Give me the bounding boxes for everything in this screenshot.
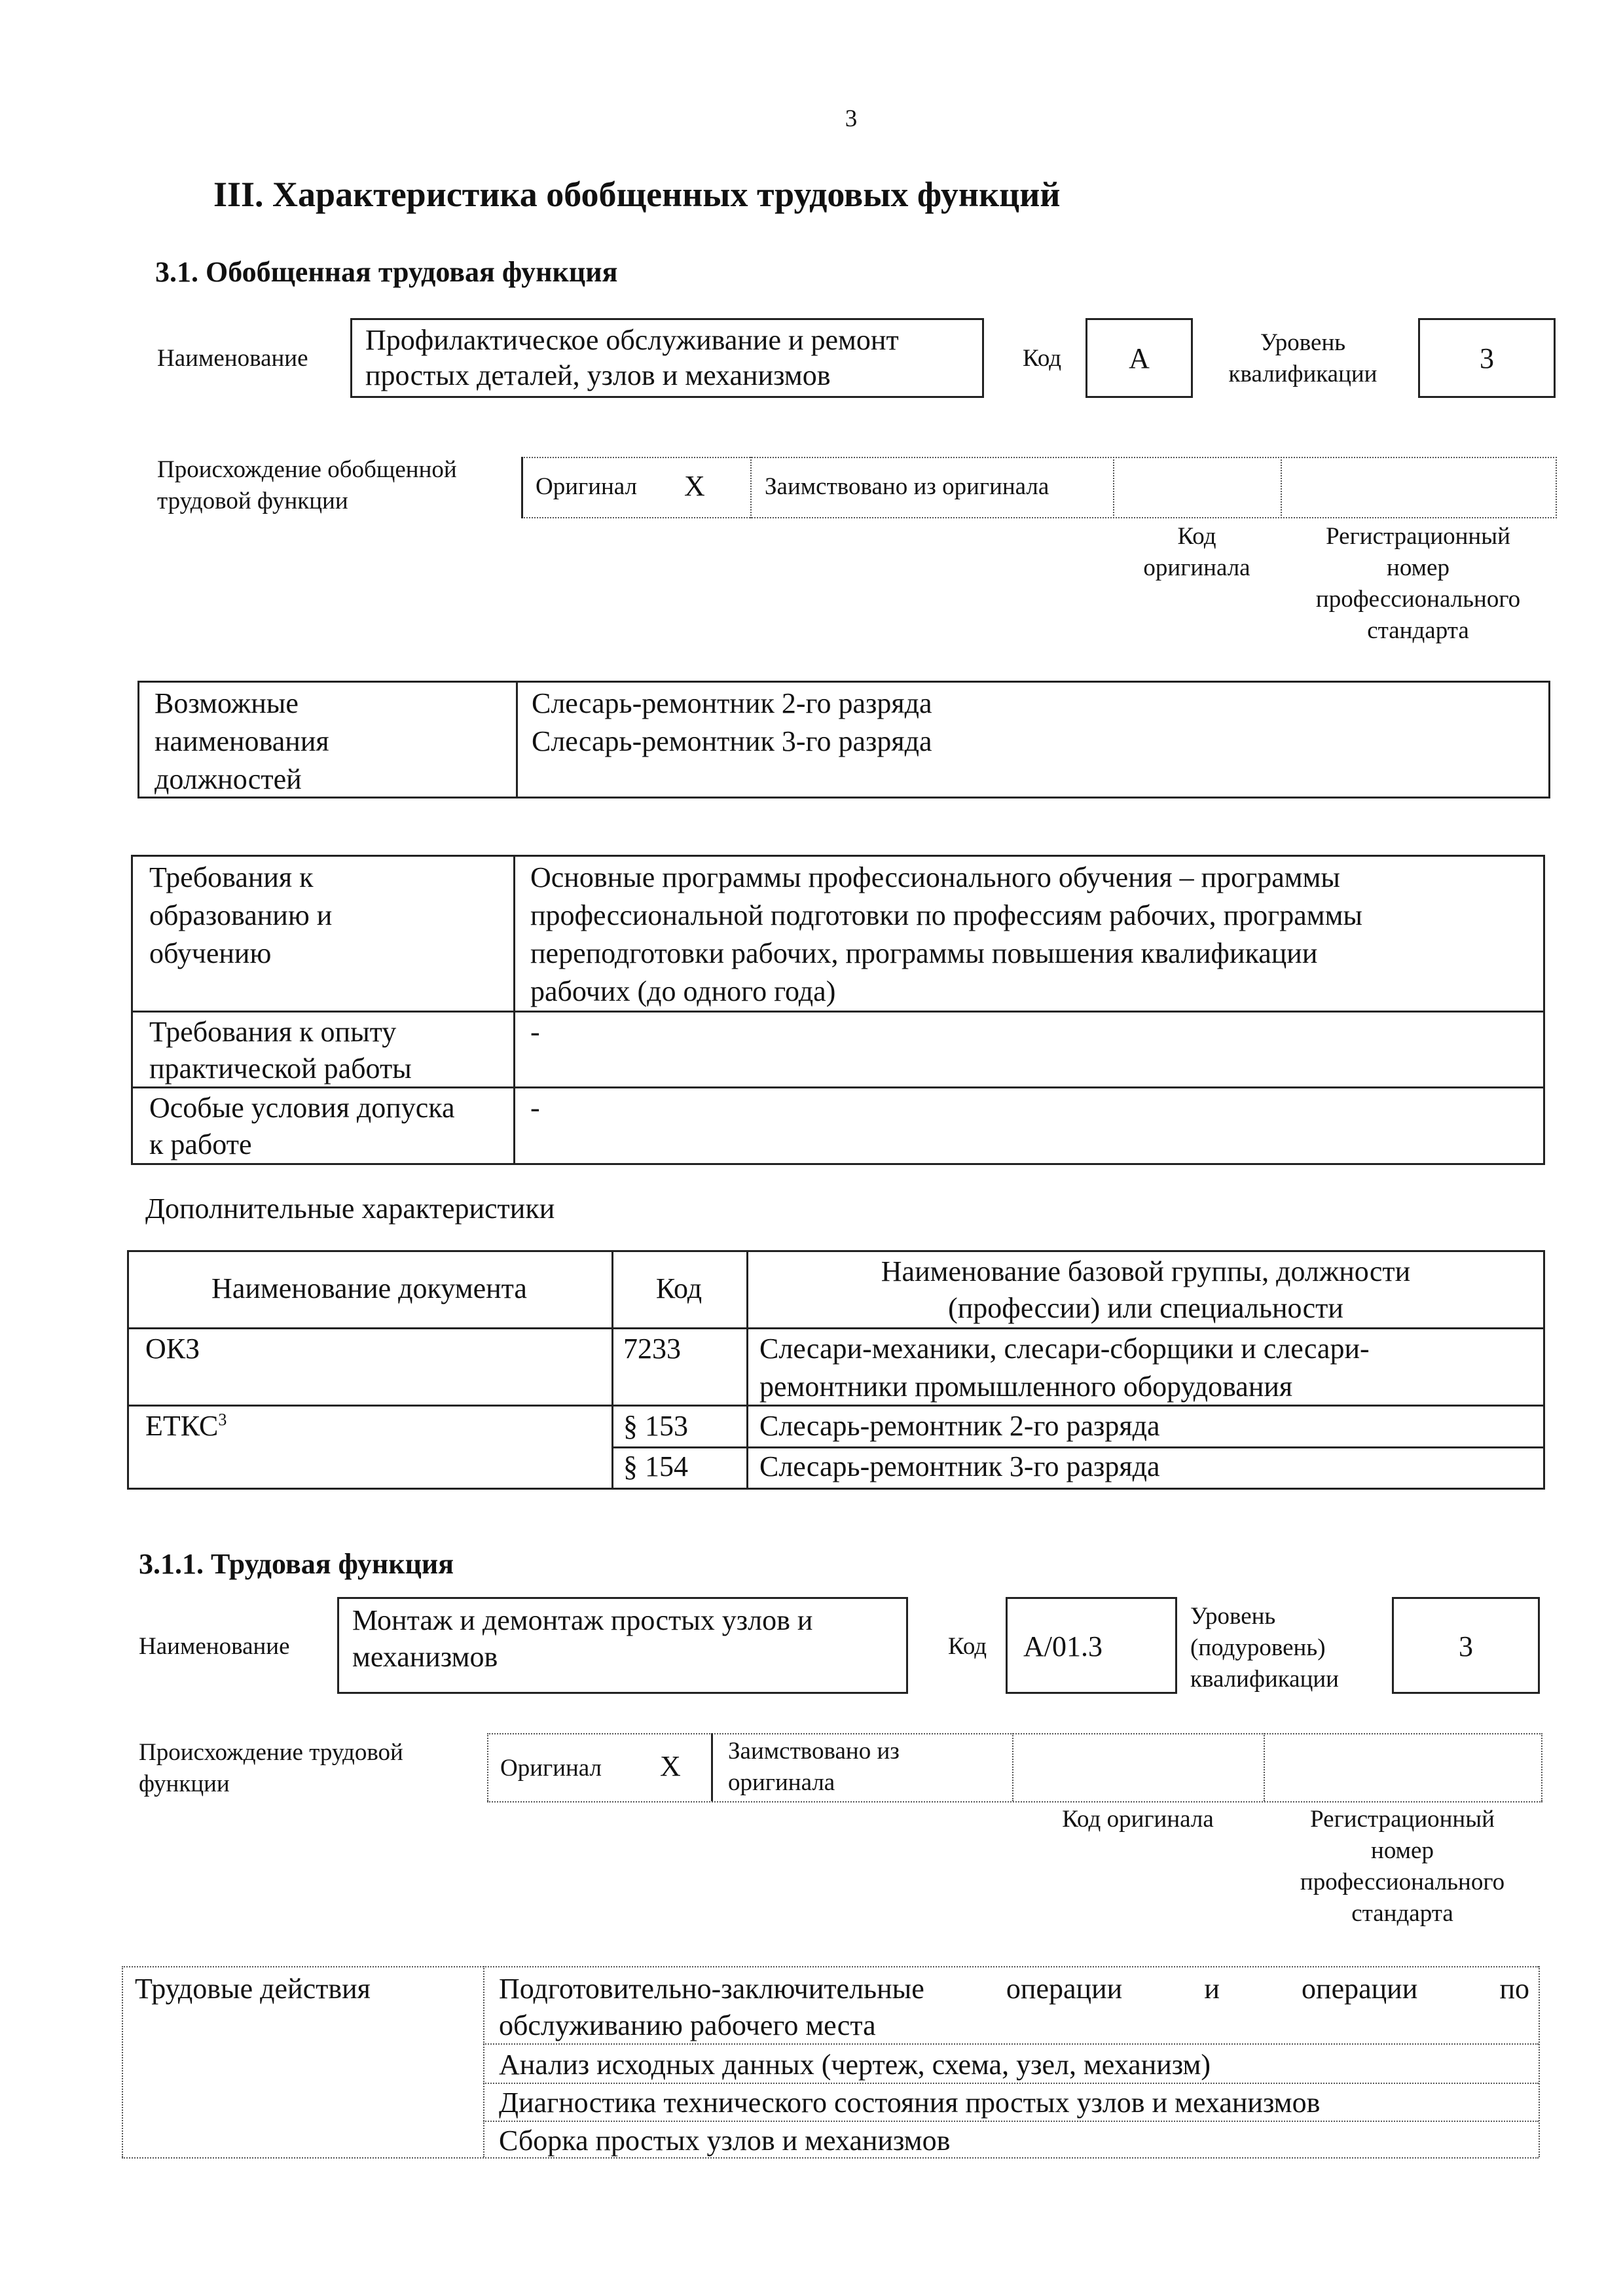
page-number: 3 — [845, 105, 858, 132]
gf-code-box — [1085, 318, 1193, 398]
tf-level-label-3: квалификации — [1190, 1666, 1339, 1693]
tf-origin-label-1: Происхождение трудовой — [139, 1739, 403, 1766]
tf-level-box — [1392, 1597, 1540, 1694]
gf-heading: 3.1. Обобщенная трудовая функция — [155, 256, 618, 288]
gf-original-label: Оригинал — [536, 473, 638, 500]
okz-doc: ОКЗ — [145, 1333, 200, 1365]
actions-label: Трудовые действия — [135, 1973, 371, 2005]
action-item-1-word: и — [1204, 1973, 1220, 2005]
req-exp-label-2: практической работы — [149, 1052, 412, 1085]
etks-name-2: Слесарь-ремонтник 3-го разряда — [759, 1450, 1160, 1482]
gf-level: 3 — [1480, 342, 1494, 374]
req-edu-label-3: обучению — [149, 937, 272, 969]
action-item-1-word: операции — [1006, 1973, 1123, 2005]
positions-label-3: должностей — [155, 763, 302, 795]
tf-code: А/01.3 — [1023, 1630, 1103, 1662]
etks-code-1: § 153 — [623, 1410, 688, 1442]
etks-code-2: § 154 — [623, 1450, 688, 1482]
gf-reg-caption-1: Регистрационный — [1326, 523, 1510, 550]
req-edu-label-1: Требования к — [149, 861, 314, 893]
tf-level: 3 — [1459, 1630, 1473, 1662]
tf-original-mark: X — [660, 1750, 681, 1782]
gf-orig-code-caption-1: Код — [1177, 523, 1216, 550]
tf-name-line1: Монтаж и демонтаж простых узлов и — [352, 1604, 813, 1636]
tf-name-label: Наименование — [139, 1633, 290, 1660]
section-title: III. Характеристика обобщенных трудовых функций — [213, 175, 1061, 214]
tf-level-label-1: Уровень — [1190, 1603, 1276, 1630]
gf-original-mark: X — [684, 470, 705, 502]
col-code-header: Код — [655, 1272, 702, 1304]
tf-name-line2: механизмов — [352, 1641, 498, 1673]
positions-label-1: Возможные — [155, 687, 299, 719]
gf-level-label-1: Уровень — [1260, 329, 1346, 356]
tf-borrowed-label-2: оригинала — [728, 1769, 835, 1796]
etks-doc-text: ЕТКС — [145, 1410, 219, 1442]
okz-name-1: Слесари-механики, слесари-сборщики и слесари- — [759, 1333, 1370, 1365]
req-special-label-1: Особые условия допуска — [149, 1092, 455, 1124]
action-item-1-word: по — [1499, 1973, 1529, 2005]
req-exp-label-1: Требования к опыту — [149, 1016, 397, 1048]
action-item-1-line2: обслуживанию рабочего места — [499, 2009, 876, 2041]
gf-name-line2: простых деталей, узлов и механизмов — [365, 359, 831, 391]
okz-code: 7233 — [623, 1333, 681, 1365]
tf-borrowed-label-1: Заимствовано из — [728, 1738, 900, 1765]
positions-value-2: Слесарь-ремонтник 3-го разряда — [532, 725, 932, 757]
req-special-label-2: к работе — [149, 1128, 252, 1160]
req-edu-value-2: профессиональной подготовки по профессиям рабочих, программы — [530, 899, 1362, 931]
action-item-1-word: Подготовительно-заключительные — [499, 1973, 924, 2005]
tf-code-label: Код — [948, 1633, 987, 1660]
okz-name-2: ремонтники промышленного оборудования — [759, 1371, 1293, 1403]
tf-reg-caption-1: Регистрационный — [1310, 1806, 1495, 1833]
tf-reg-caption-3: профессионального — [1300, 1869, 1505, 1895]
positions-value-1: Слесарь-ремонтник 2-го разряда — [532, 687, 932, 719]
gf-reg-caption-2: номер — [1387, 554, 1450, 581]
gf-name-line1: Профилактическое обслуживание и ремонт — [365, 324, 899, 356]
gf-name-label: Наименование — [157, 345, 308, 372]
tf-code-box — [1006, 1597, 1177, 1694]
gf-name-box — [350, 318, 984, 398]
gf-code-label: Код — [1023, 345, 1062, 372]
gf-level-label-2: квалификации — [1228, 361, 1377, 387]
req-special-value: - — [530, 1092, 540, 1124]
footnote-ref: 3 — [218, 1410, 227, 1429]
req-edu-value-4: рабочих (до одного года) — [530, 975, 836, 1007]
tf-reg-caption-4: стандарта — [1351, 1900, 1453, 1927]
tf-reg-caption-2: номер — [1371, 1837, 1434, 1864]
col-name-header-1: Наименование базовой группы, должности — [881, 1255, 1411, 1287]
tf-original-label: Оригинал — [500, 1755, 602, 1782]
gf-origin-label-2: трудовой функции — [157, 488, 348, 514]
col-doc-header: Наименование документа — [211, 1272, 527, 1304]
gf-level-box — [1418, 318, 1556, 398]
tf-origin-label-2: функции — [139, 1770, 230, 1797]
col-name-header-2: (профессии) или специальности — [948, 1292, 1343, 1324]
action-item-3: Диагностика технического состояния простых узлов и механизмов — [499, 2087, 1321, 2119]
gf-borrowed-label: Заимствовано из оригинала — [765, 473, 1049, 500]
gf-reg-caption-3: профессионального — [1315, 586, 1521, 613]
req-edu-label-2: образованию и — [149, 899, 333, 931]
action-item-1-line1 — [499, 1970, 1529, 2008]
etks-name-1: Слесарь-ремонтник 2-го разряда — [759, 1410, 1160, 1442]
etks-doc — [145, 1407, 227, 1445]
tf-name-box — [337, 1597, 908, 1694]
positions-label-2: наименования — [155, 725, 329, 757]
tf-orig-code-caption: Код оригинала — [1062, 1806, 1214, 1833]
action-item-2: Анализ исходных данных (чертеж, схема, узел, механизм) — [499, 2049, 1211, 2081]
tf-level-label-2: (подуровень) — [1190, 1634, 1326, 1661]
gf-reg-caption-4: стандарта — [1367, 617, 1469, 644]
gf-code: А — [1129, 342, 1150, 374]
gf-origin-label-1: Происхождение обобщенной — [157, 456, 457, 483]
additional-heading: Дополнительные характеристики — [145, 1193, 555, 1225]
tf-heading: 3.1.1. Трудовая функция — [139, 1548, 454, 1580]
req-edu-value-3: переподготовки рабочих, программы повышения квалификации — [530, 937, 1318, 969]
req-edu-value-1: Основные программы профессионального обучения – программы — [530, 861, 1340, 893]
action-item-1-word: операции — [1302, 1973, 1418, 2005]
req-exp-value: - — [530, 1016, 540, 1048]
gf-orig-code-caption-2: оригинала — [1143, 554, 1250, 581]
action-item-4: Сборка простых узлов и механизмов — [499, 2125, 951, 2157]
